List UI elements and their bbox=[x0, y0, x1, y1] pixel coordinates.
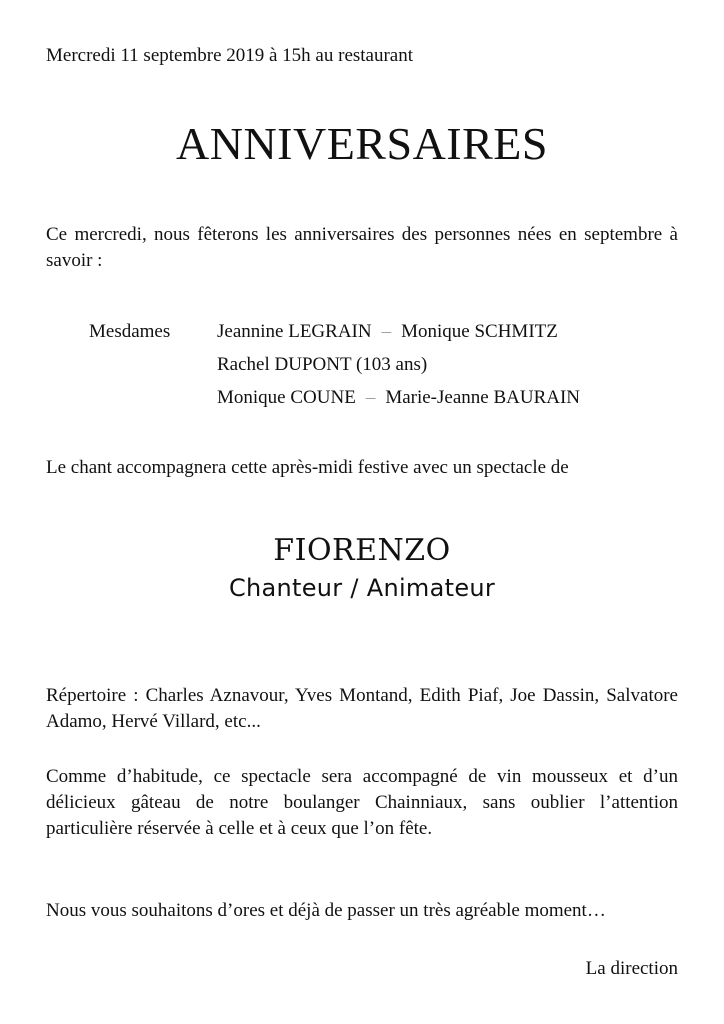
performer-name: FIORENZO bbox=[273, 533, 451, 568]
honorees-list bbox=[89, 315, 580, 414]
name-separator: – bbox=[381, 321, 392, 342]
date-line: Mercredi 11 septembre 2019 à 15h au restaurant bbox=[46, 45, 414, 66]
honoree-name: Rachel DUPONT (103 ans) bbox=[217, 354, 428, 375]
honoree-name: Jeannine LEGRAIN bbox=[217, 321, 372, 342]
page-title: ANNIVERSAIRES bbox=[176, 118, 548, 169]
name-separator: – bbox=[365, 387, 376, 408]
honoree-name: Monique COUNE bbox=[217, 387, 356, 408]
honorees-label: Mesdames bbox=[89, 321, 171, 342]
repertoire-paragraph: Répertoire : Charles Aznavour, Yves Montand, Edith Piaf, Joe Dassin, Salvatore Adamo, Hervé Villard, etc... bbox=[46, 685, 678, 732]
performer-block bbox=[0, 530, 724, 604]
performer-role: Chanteur / Animateur bbox=[228, 574, 496, 602]
closing-paragraph: Nous vous souhaitons d’ores et déjà de passer un très agréable moment… bbox=[46, 900, 606, 921]
honoree-name: Marie-Jeanne BAURAIN bbox=[385, 387, 581, 408]
honorees-row bbox=[89, 315, 580, 348]
honoree-name: Monique SCHMITZ bbox=[401, 321, 558, 342]
honorees-row bbox=[89, 348, 580, 381]
intro-paragraph: Ce mercredi, nous fêterons les anniversaires des personnes nées en septembre à savoir : bbox=[46, 224, 678, 271]
habitude-paragraph: Comme d’habitude, ce spectacle sera accompagné de vin mousseux et d’un délicieux gâteau de notre boulanger Chainniaux, sans oublier l’attention particulière réservée à celle et à ceux que l’on fête. bbox=[46, 766, 678, 839]
honorees-row bbox=[89, 381, 580, 414]
signature: La direction bbox=[585, 958, 678, 979]
chant-paragraph: Le chant accompagnera cette après-midi festive avec un spectacle de bbox=[46, 457, 569, 478]
